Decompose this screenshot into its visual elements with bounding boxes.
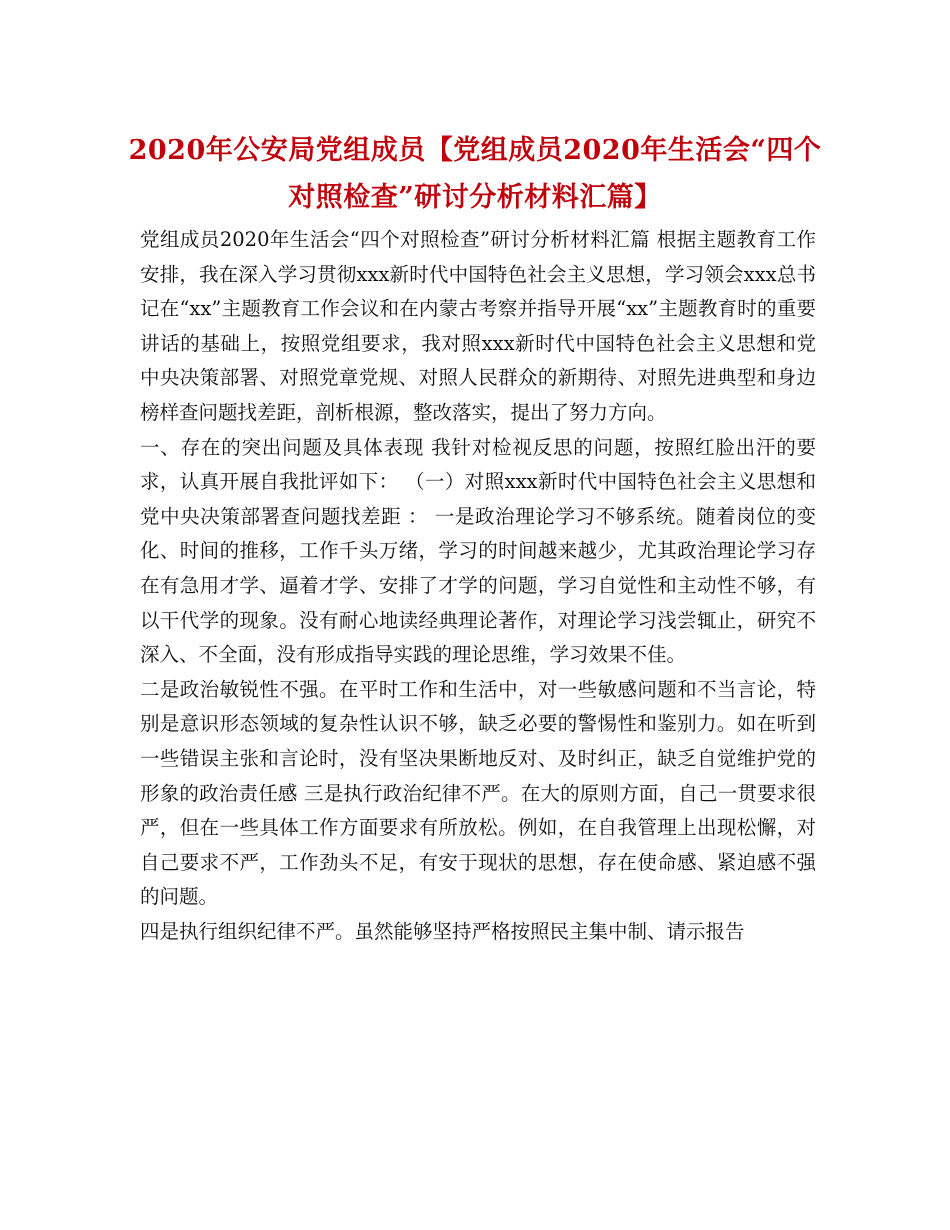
document-body: [140, 223, 816, 949]
document-title: 2020年公安局党组成员【党组成员2020年生活会“四个对照检查”研讨分析材料汇篇】: [128, 135, 822, 213]
paragraph-intro: 党组成员2020年生活会“四个对照检查”研讨分析材料汇篇 根据主题教育工作安排，我在深入学习贯彻xxx新时代中国特色社会主义思想，学习领会xxx总书记在“xx”主题教育工作会议和在内蒙古考察并指导开展“xx”主题教育时的重要讲话的基础上，按照党组要求，我对照xxx新时代中国特色社会主义思想和党中央决策部署、对照党章党规、对照人民群众的新期待、对照先进典型和身边榜样查问题找差距，剖析根源，整改落实，提出了努力方向。: [140, 228, 816, 424]
paragraph-point-two-three: 二是政治敏锐性不强。在平时工作和生活中，对一些敏感问题和不当言论，特别是意识形态领域的复杂性认识不够，缺乏必要的警惕性和鉴别力。如在听到一些错误主张和言论时，没有坚决果断地反对、及时纠正，缺乏自觉维护党的形象的政治责任感 三是执行政治纪律不严。在大的原则方面，自己一贯要求很严，但在一些具体工作方面要求有所放松。例如，在自我管理上出现松懈，对自己要求不严，工作劲头不足，有安于现状的思想，存在使命感、紧迫感不强的问题。: [140, 677, 816, 909]
paragraph-section-one: 一、存在的突出问题及具体表现 我针对检视反思的问题，按照红脸出汗的要求，认真开展自我批评如下： （一）对照xxx新时代中国特色社会主义思想和党中央决策部署查问题找差距 ： 一是政治理论学习不够系统。随着岗位的变化、时间的推移，工作千头万绪，学习的时间越来越少，尤其政治理论学习存在有急用才学、逼着才学、安排了才学的问题，学习自觉性和主动性不够，有以干代学的现象。没有耐心地读经典理论著作，对理论学习浅尝辄止，研究不深入、不全面，没有形成指导实践的理论思维，学习效果不佳。: [140, 435, 816, 667]
paragraph-point-four: 四是执行组织纪律不严。虽然能够坚持严格按照民主集中制、请示报告: [140, 919, 745, 943]
